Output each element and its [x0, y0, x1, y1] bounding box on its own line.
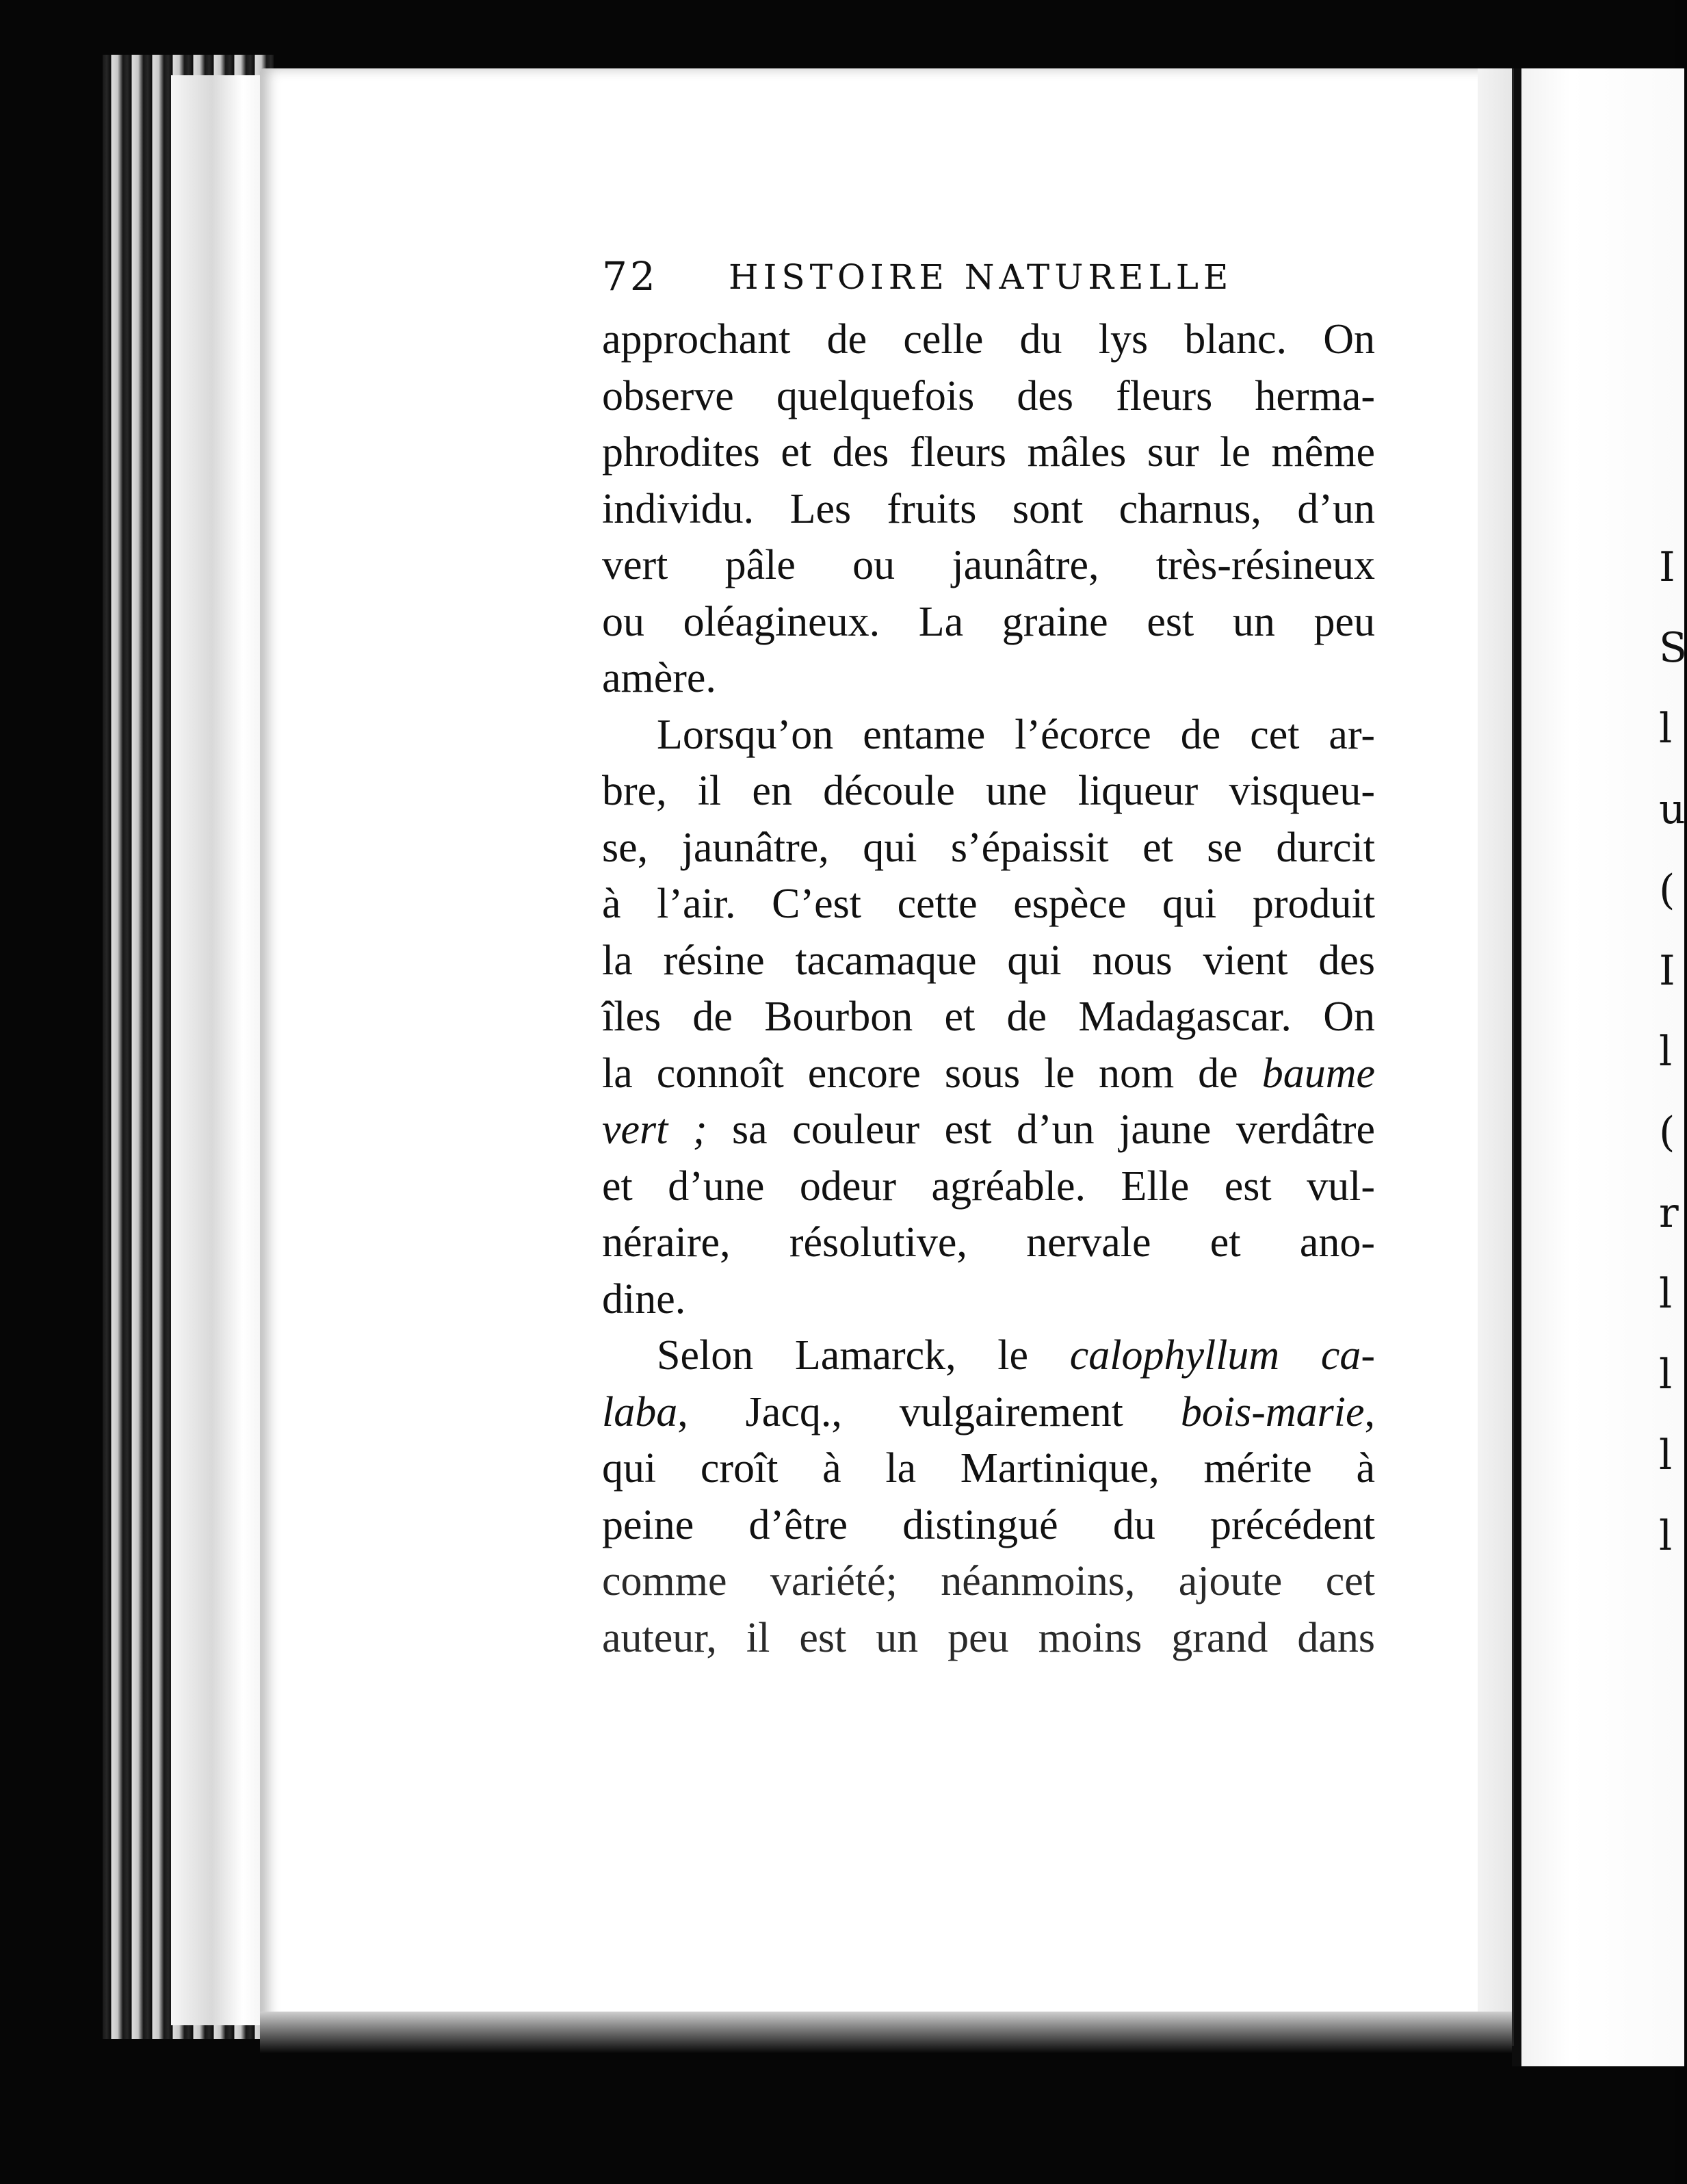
- adjacent-letter: I: [1659, 947, 1675, 995]
- text-line: peine d’être distingué du précédent: [602, 1501, 1375, 1548]
- text-line: qui croît à la Martinique, mérite à: [602, 1445, 1375, 1492]
- adjacent-letter: l: [1659, 1351, 1673, 1399]
- text-line: dine.: [602, 1275, 686, 1323]
- text-line: la résine tacamaque qui nous vient des: [602, 937, 1375, 984]
- body-text: [602, 311, 1375, 1666]
- adjacent-letter: S: [1659, 624, 1687, 672]
- adjacent-letter: I: [1659, 543, 1675, 591]
- italic-term: bois-marie: [1180, 1388, 1365, 1435]
- adjacent-letter: l: [1659, 1270, 1673, 1318]
- text-line: bre, il en découle une liqueur visqueu-: [602, 768, 1375, 814]
- adjacent-letter: r: [1659, 1189, 1679, 1237]
- text-segment: , Jacq., vulgairement: [677, 1388, 1181, 1435]
- text-line: [602, 1045, 1375, 1102]
- text-segment: ,: [1364, 1388, 1375, 1435]
- adjacent-letter: l: [1659, 1028, 1673, 1076]
- italic-term: vert ;: [602, 1106, 707, 1153]
- adjacent-letter: u: [1659, 785, 1686, 833]
- text-line: [602, 1102, 1375, 1158]
- page-header: [588, 253, 1382, 308]
- text-segment: sa couleur est d’un jaune verdâtre: [707, 1106, 1375, 1153]
- text-segment: la connoît encore sous le nom de: [602, 1050, 1262, 1097]
- adjacent-letter: (: [1659, 1108, 1675, 1156]
- text-line: observe quelquefois des fleurs herma-: [602, 372, 1375, 419]
- adjacent-page-text: [1659, 527, 1687, 1560]
- adjacent-letter: l: [1659, 705, 1673, 753]
- text-line: approchant de celle du lys blanc. On: [602, 316, 1375, 363]
- text-line: vert pâle ou jaunâtre, très-résineux: [602, 542, 1375, 588]
- text-line: néraire, résolutive, nervale et ano-: [602, 1219, 1375, 1266]
- text-line: individu. Les fruits sont charnus, d’un: [602, 485, 1375, 532]
- text-line: se, jaunâtre, qui s’épaissit et se durcit: [602, 824, 1375, 871]
- page-number: 72: [602, 253, 658, 300]
- text-line: amère.: [602, 655, 716, 701]
- adjacent-letter: (: [1659, 866, 1675, 914]
- adjacent-letter: l: [1659, 1512, 1673, 1560]
- text-segment: Selon Lamarck, le: [657, 1332, 1070, 1379]
- italic-term: baume: [1261, 1050, 1375, 1097]
- text-line: îles de Bourbon et de Madagascar. On: [602, 993, 1375, 1040]
- page-edge: [1478, 68, 1514, 2046]
- text-line: ou oléagineux. La graine est un peu: [602, 598, 1375, 645]
- italic-term: calophyllum ca-: [1069, 1332, 1375, 1379]
- page-bottom-shadow: [260, 2012, 1512, 2053]
- text-line: Lorsqu’on entame l’écorce de cet ar-: [657, 711, 1375, 758]
- text-line: à l’air. C’est cette espèce qui produit: [602, 881, 1375, 927]
- running-head: HISTOIRE NATURELLE: [729, 257, 1233, 297]
- text-line: [602, 1327, 1375, 1384]
- text-line: comme variété; néanmoins, ajoute cet: [602, 1558, 1375, 1604]
- text-line: et d’une odeur agréable. Elle est vul-: [602, 1162, 1375, 1210]
- text-line: [602, 1384, 1375, 1441]
- adjacent-letter: l: [1659, 1431, 1673, 1479]
- text-line: phrodites et des fleurs mâles sur le même: [602, 429, 1375, 476]
- book-page-edges-light: [171, 75, 274, 2025]
- italic-term: laba: [602, 1388, 678, 1435]
- text-line: auteur, il est un peu moins grand dans: [602, 1614, 1375, 1661]
